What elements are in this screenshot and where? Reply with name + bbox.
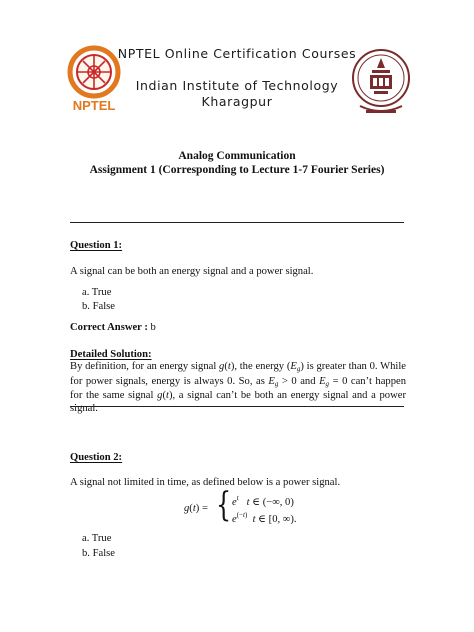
equation-brace: { [216,485,232,525]
institute-location: Kharagpur [201,94,273,109]
document-title: Analog Communication [178,150,296,162]
equation-case-2: $e^{(-t)}$ t ∈ [0, ∞). [232,511,297,525]
svg-text:NPTEL: NPTEL [72,98,116,113]
detailed-solution-text: By definition, for an energy signal g(t), the energy $(E_g)$ is greater than 0. While for power signals, energy is always 0. So, as $E_g > 0$ and $E_g = 0$ can’t happen for the same signal g(t), a signal can’t be both an energy signal and a power signal. [70,361,407,414]
question-2-label: Question 2: [70,452,123,463]
correct-answer [70,321,156,334]
question-1-label: Question 1: [70,240,123,251]
correct-answer-value: b [150,322,156,333]
question-1-text: A signal can be both an energy signal and a power signal. [70,266,314,277]
question-1-option-b: b. False [82,301,115,312]
correct-answer-label: Correct Answer : [70,322,148,333]
document-subtitle: Assignment 1 (Corresponding to Lecture 1-7 Fourier Series) [89,164,385,176]
equation-lhs: g(t) = [184,503,208,514]
equation-case-1: $e^t$ t ∈ (−∞, 0) [232,494,294,508]
institute-name: Indian Institute of Technology [135,78,339,93]
question-2-option-a: a. True [82,533,112,544]
question-1-option-a: a. True [82,287,112,298]
courses-heading: NPTEL Online Certification Courses [117,46,357,61]
question-2-option-b: b. False [82,548,115,559]
question-2-text: A signal not limited in time, as defined below is a power signal. [70,477,341,488]
detailed-solution-label: Detailed Solution: [70,349,152,360]
divider [70,406,404,407]
divider [70,222,404,223]
